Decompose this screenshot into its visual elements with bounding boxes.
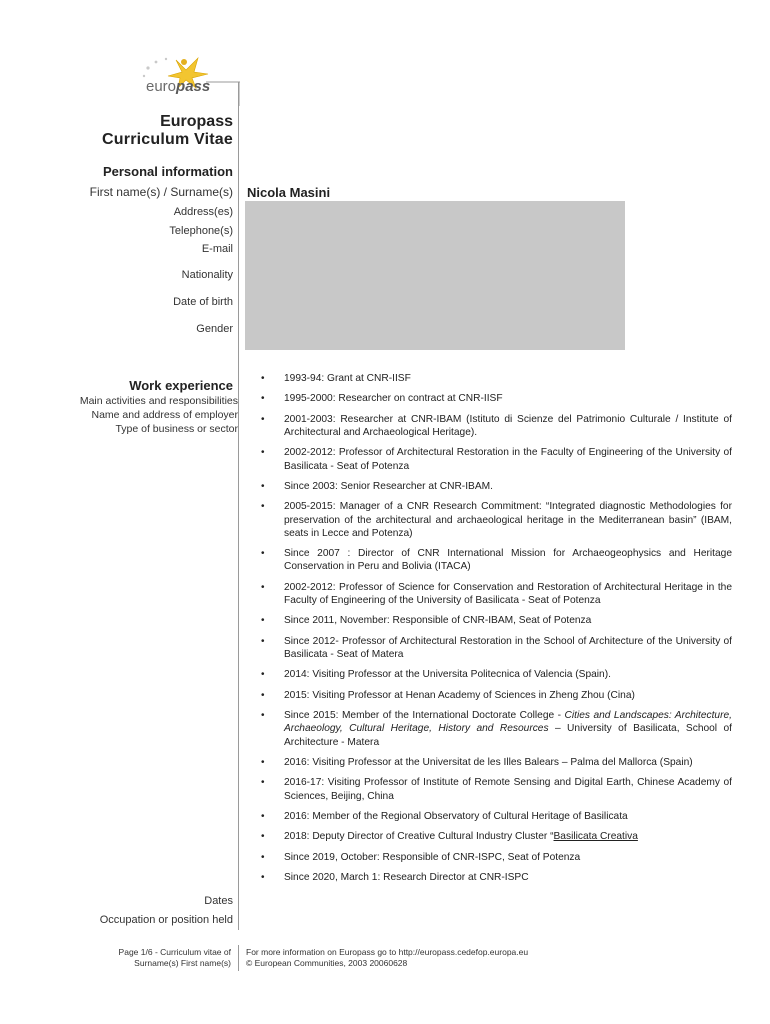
dates-label: Dates (204, 895, 233, 907)
list-item: • 2002-2012: Professor of Science for Conservation and Restoration of Architectural Heritage in the Faculty of Engineering of the University of Basilicata - Seat of Potenza (258, 581, 732, 607)
work-sub-labels (0, 394, 238, 436)
list-item: • 2018: Deputy Director of Creative Cultural Industry Cluster “Basilicata Creativa (258, 830, 732, 843)
dob-label: Date of birth (173, 296, 233, 308)
footer-page-info: Page 1/6 - Curriculum vitae of Surname(s) First name(s) (118, 947, 231, 968)
email-label: E-mail (201, 243, 233, 255)
cv-title: Curriculum Vitae (102, 131, 233, 148)
list-item: • Since 2015: Member of the International Doctorate College - Cities and Landscapes: Architecture, Archaeology, Cultural Heritage, History and Resources – University of Basilicata, School of Architecture - Matera (258, 709, 732, 749)
name-value: Nicola Masini (247, 185, 331, 200)
list-item: • 2002-2012: Professor of Architectural Restoration in the Faculty of Engineering of the University of Basilicata - Seat of Potenza (258, 446, 732, 472)
list-item: • 2014: Visiting Professor at the Universita Politecnica of Valencia (Spain). (258, 668, 732, 681)
list-item: • 2005-2015: Manager of a CNR Research Commitment: “Integrated diagnostic Methodologies for preservation of the architectural and archaeological heritage in the Mediterranean basin” (IBAM, seats in Lecce and Potenza) (258, 500, 732, 540)
work-experience-heading: Work experience (129, 378, 233, 393)
logo-wordmark: europass (146, 78, 211, 95)
list-item: • 2015: Visiting Professor at Henan Academy of Sciences in Zheng Zhou (Cina) (258, 689, 732, 702)
list-item: • Since 2007 : Director of CNR International Mission for Archaeogeophysics and Heritage Conservation in Peru and Bolivia (ITACA) (258, 547, 732, 573)
list-item: • 2016-17: Visiting Professor of Institute of Remote Sensing and Digital Earth, Chinese Academy of Sciences, Beijing, China (258, 776, 732, 802)
list-item: • 2016: Member of the Regional Observatory of Cultural Heritage of Basilicata (258, 810, 732, 823)
gender-label: Gender (196, 323, 233, 335)
list-item: • Since 2011, November: Responsible of CNR-IBAM, Seat of Potenza (258, 614, 732, 627)
address-label: Address(es) (173, 206, 233, 218)
basilicata-creativa-link[interactable]: Basilicata Creativa (553, 831, 638, 843)
work-experience-list (258, 372, 732, 891)
footer-link[interactable]: For more information on Europass go to http://europass.cedefop.europa.eu (246, 947, 529, 957)
list-item: • 1993-94: Grant at CNR-IISF (258, 372, 732, 385)
list-item: • Since 2020, March 1: Research Director at CNR-ISPC (258, 871, 732, 884)
list-item: • 2016: Visiting Professor at the Universitat de les Illes Balears – Palma del Mallorca (Spain) (258, 756, 732, 769)
cv-title-europass: Europass (160, 113, 233, 130)
footer-divider (238, 945, 239, 971)
personal-info-heading: Personal information (102, 164, 233, 179)
list-item: • Since 2003: Senior Researcher at CNR-IBAM. (258, 480, 732, 493)
list-item: • Since 2012- Professor of Architectural Restoration in the School of Architecture of the University of Basilicata - Seat of Matera (258, 635, 732, 661)
list-item: • 1995-2000: Researcher on contract at CNR-IISF (258, 392, 732, 405)
list-item: • 2001-2003: Researcher at CNR-IBAM (Istituto di Scienze del Patrimonio Culturale / Institute of Architectural and Archaeological Heritage). (258, 413, 732, 439)
telephone-label: Telephone(s) (169, 225, 233, 237)
main-activities-label: Main activities and responsibilities (79, 395, 238, 407)
column-divider (238, 82, 239, 930)
name-label: First name(s) / Surname(s) (89, 185, 233, 199)
business-sector-label: Type of business or sector (115, 423, 238, 435)
employer-label: Name and address of employer (91, 409, 238, 421)
occupation-label: Occupation or position held (99, 914, 233, 926)
redacted-personal-details (245, 201, 625, 350)
footer-europass-info: For more information on Europass go to http://europass.cedefop.europa.eu © European Communities, 2003 20060628 (246, 947, 529, 968)
nationality-label: Nationality (181, 269, 233, 281)
list-item: • Since 2019, October: Responsible of CNR-ISPC, Seat of Potenza (258, 851, 732, 864)
